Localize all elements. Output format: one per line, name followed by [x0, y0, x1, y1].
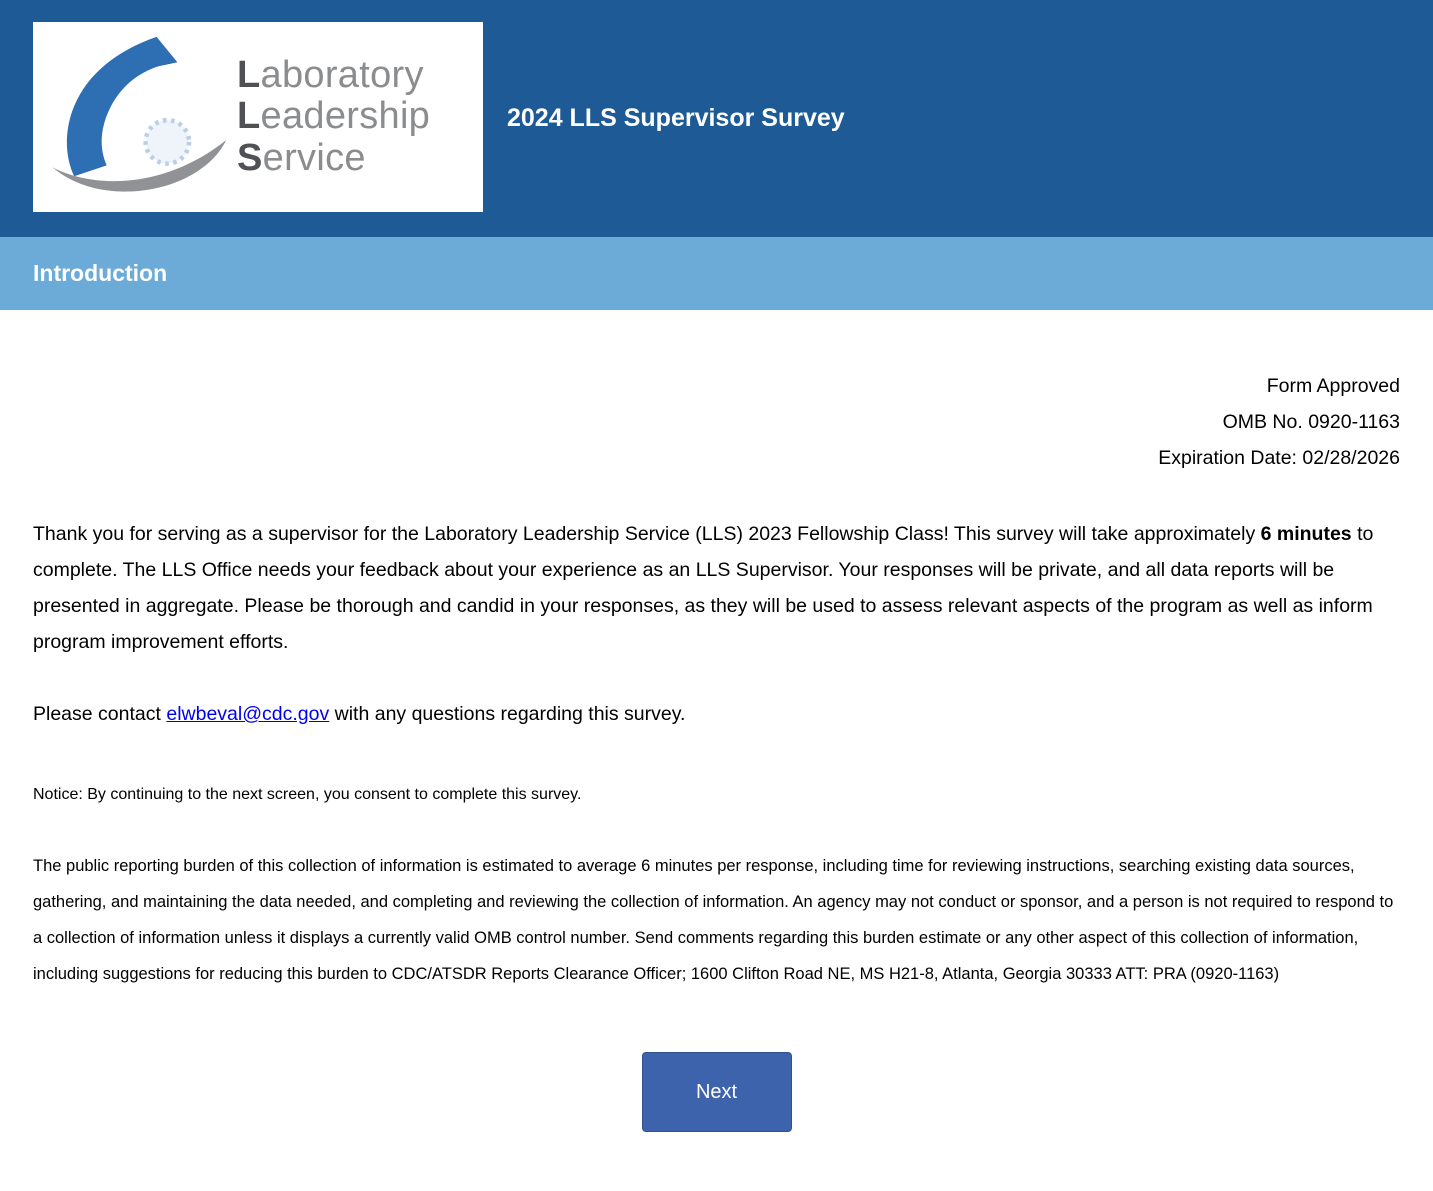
section-title: Introduction: [33, 260, 168, 286]
lls-logo-wordmark: [237, 55, 430, 178]
survey-header: [0, 0, 1433, 237]
survey-title: 2024 LLS Supervisor Survey: [507, 104, 845, 132]
consent-notice: Notice: By continuing to the next screen, you consent to complete this survey.: [33, 786, 582, 803]
form-approval-block: [33, 368, 1400, 476]
intro-paragraph: Thank you for serving as a supervisor for the Laboratory Leadership Service (LLS) 2023 Fellowship Class! This survey will take approximately 6 minutes to complete. The LLS Office needs your feedback about your experience as an LLS Supervisor. Your responses will be private, and all data reports will be presented in aggregate. Please be thorough and candid in your responses, as they will be used to assess relevant aspects of the program as well as inform program improvement efforts.: [33, 523, 1374, 653]
omb-number-line: OMB No. 0920-1163: [1222, 411, 1400, 433]
form-approved-line: Form Approved: [1266, 375, 1400, 397]
burden-statement: The public reporting burden of this collection of information is estimated to average 6 minutes per response, including time for reviewing instructions, searching existing data sources, gathering, and maintaining the data needed, and completing and reviewing the collection of information. An agency may not conduct or sponsor, and a person is not required to respond to a collection of information unless it displays a currently valid OMB control number. Send comments regarding this burden estimate or any other aspect of this collection of information, including suggestions for reducing this burden to CDC/ATSDR Reports Clearance Officer; 1600 Clifton Road NE, MS H21-8, Atlanta, Georgia 30333 ATT: PRA (0920-1163): [33, 857, 1394, 983]
contact-paragraph: Please contact elwbeval@cdc.gov with any questions regarding this survey.: [33, 703, 686, 725]
microscope-logo-icon: [47, 33, 237, 201]
logo-word-leadership: Leadership: [237, 95, 431, 138]
duration-emphasis: 6 minutes: [1260, 523, 1352, 545]
survey-content: [0, 310, 1433, 1160]
next-button[interactable]: Next: [642, 1052, 792, 1132]
logo-word-service: Service: [237, 136, 366, 179]
button-row: [33, 1052, 1400, 1132]
expiration-date-line: Expiration Date: 02/28/2026: [1158, 447, 1400, 469]
lls-logo: [33, 22, 483, 212]
section-band: [0, 237, 1433, 310]
contact-email-link[interactable]: elwbeval@cdc.gov: [166, 703, 330, 725]
logo-word-laboratory: Laboratory: [237, 54, 424, 97]
